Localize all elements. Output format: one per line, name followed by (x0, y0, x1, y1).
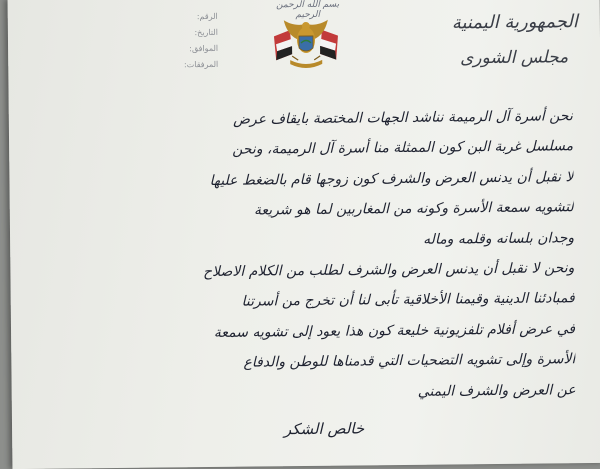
letter-line: في عرض أفلام تلفزيونية خليعة كون هذا يعود إلى تشويه سمعة (213, 320, 576, 341)
letter-line: وجدان بلسانه وقلمه وماله (423, 229, 575, 248)
council-name: مجلس الشورى (459, 47, 569, 69)
closing-signature: خالص الشكر (283, 419, 365, 439)
field-attachments: المرفقات: (183, 59, 219, 70)
field-corresponding: الموافق: (189, 43, 219, 54)
reference-fields (148, 9, 219, 74)
letter-paper (8, 0, 600, 469)
letter-line: ونحن لا نقبل أن يدنس العرض والشرف لطلب من الكلام الاصلاح (202, 260, 575, 281)
field-number: الرقم: (196, 11, 218, 22)
letter-line: نحن أسرة آل الرميمة نناشد الجهات المختصة بايقاف عرض (232, 108, 573, 128)
field-date: التاريخ: (194, 27, 218, 38)
yemen-eagle-emblem-icon (270, 16, 343, 75)
letter-line: فمبادئنا الدينية وقيمنا الأخلاقية تأبى لنا أن تخرج من أسرتنا (241, 290, 575, 311)
letter-line: لتشويه سمعة الأسرة وكونه من المغاربين لما هو شريعة (253, 199, 574, 219)
letter-line: لا نقبل أن يدنس العرض والشرف كون زوجها قام بالضغط عليها (209, 168, 574, 189)
letter-line: مسلسل غربة البن كون الممثلة منا أسرة آل الرميمة، ونحن (232, 138, 574, 159)
letter-body (35, 101, 576, 411)
letter-line: الأسرة وإلى تشويه التضحيات التي قدمناها للوطن والدفاع (243, 351, 576, 371)
basmala: بسم الله الرحمن الرحيم (276, 0, 340, 21)
letter-line: عن العرض والشرف اليمني (417, 381, 576, 400)
republic-name: الجمهورية اليمنية (451, 11, 578, 34)
